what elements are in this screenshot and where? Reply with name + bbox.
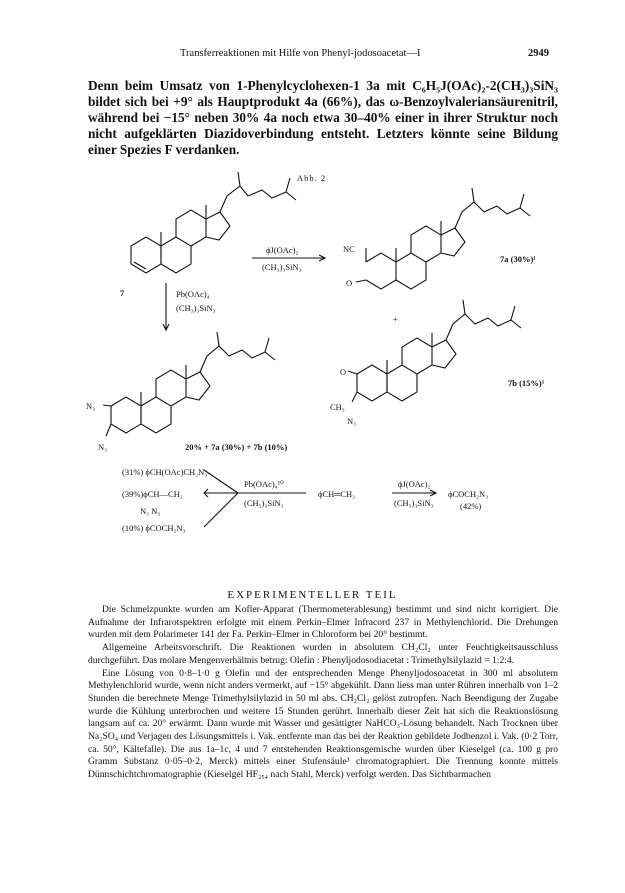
scheme2-reagent-1-bottom: (CH₃)₃SiN₃ (244, 498, 284, 508)
methyl-7b: CH₃ (330, 402, 345, 412)
reagent-top-2: (CH₃)₃SiN₃ (262, 262, 302, 272)
paragraph: Eine Lösung von 0·8–1·0 g Olefin und der entsprechenden Menge Phenyljodosoacetat in 300 ml absolutem Methylenchlorid wurde, wenn nicht anders vermerkt, auf −15° abgekühlt. Dann liess man unter Rühren innerhalb von 1–2 Stunden die berechnete Menge Trimethylsilylazid in 50 ml abs. CH₂Cl₂ gelöst zutropfen. Nach Beendigung der Zugabe wurde die Kühlung unterbrochen und weitere 15 Stunden gerührt. Innerhalb dieser Zeit hat sich die Reaktionslösung langsam auf ca. 20° erwärmt. Dann wurde mit Wasser und gesättigter NaHCO₃-Lösung behandelt. Nach Trocknen über Na₂SO₄ und Verjagen des Lösungsmittels i. Vak. entfernte man das bei der Reaktion gebildete Jodbenzol i. Vak. (0·2 Torr, ca. 50°, Kältefalle). Die aus 1a–1c, 4 und 7 entstehenden Reaktionsgemische wurden über Kieselgel (ca. 100 g pro Gramm Substanz 0·05–0·2, Merck) mittels einer Stufensäule³ chromatographiert. Die Trennung konnte mittels Dünnschichtchromatographie (Kieselgel HF₂₅₄ nach Stahl, Merck) verfolgt werden. Das Sichtbarmachen (88, 667, 558, 781)
paragraph: Allgemeine Arbeitsvorschrift. Die Reaktionen wurden in absolutem CH₂Cl₂ unter Feuchtigkeitsausschluss durchgeführt. Das molare Mengenverhältnis betrug: Olefin : Phenyljodosodiacetat : Trimethylsilylazid = 1:2:4. (88, 642, 558, 666)
section-title: EXPERIMENTELLER TEIL (227, 589, 398, 601)
experimental-text (88, 604, 558, 782)
azide-label-b: N₃ (98, 442, 108, 452)
oxygen-7a: O (346, 278, 353, 288)
intro-paragraph: Denn beim Umsatz von 1-Phenylcyclohexen-1 3a mit C₆H₅J(OAc)₂-2(CH₃)₃SiN₃ bildet sich bei +9° als Hauptprodukt 4a (66%), das ω-Benzoylvaleriansäurenitril, während bei −15° neben 30% 4a noch etwa 30–40% einer in ihrer Struktur noch nicht aufgeklärten Diazidoverbindung entsteht. Letzters könnte seine Bildung einer Spezies F verdanken. (88, 78, 558, 157)
bisazide-steroid-structure (103, 332, 275, 436)
figure-label: Abb. 2 (297, 173, 327, 183)
scheme2-reagent-2-bottom: (CH₃)₃SiN₃ (394, 498, 434, 508)
scheme2-reagent-1-top: Pb(OAc)₄¹⁰ (244, 479, 284, 489)
azide-7b: N₃ (347, 416, 357, 426)
styrene-product-2a: (39%)ϕCH—CH₂ (122, 489, 183, 499)
scheme2-reagent-2-top: ϕJ(OAc)₂ (398, 479, 431, 489)
plus-sign: + (393, 314, 398, 324)
paragraph: Die Schmelzpunkte wurden am Kofler-Apparat (Thermometerablesung) bestimmt und sind nicht korrigiert. Die Aufnahme der Infrarotspektren erfolgte mit einem Perkin–Elmer Infracord 237 in Methylenchlorid. Die Drehungen wurden mit dem Polarimeter 141 der Fa. Perkin–Elmer in Chloroform bei 20° bestimmt. (88, 604, 558, 641)
running-title: Transferreaktionen mit Hilfe von Phenyl-jodosoacetat—I (180, 48, 421, 59)
scheme2-product: ϕCOCH₂N₃ (448, 489, 489, 499)
reagent-top-1: ϕJ(OAc)₂ (266, 245, 299, 255)
scheme2-product-yield: (42%) (460, 501, 482, 511)
compound-7a-label: 7a (30%)¹ (500, 254, 536, 264)
styrene-product-1: (31%) ϕCH(OAc)CH₂N₃ (122, 467, 208, 477)
yields-line: 20% + 7a (30%) + 7b (10%) (185, 442, 288, 452)
page-number: 2949 (528, 48, 549, 59)
nc-label: NC (343, 244, 355, 254)
compound-7-label: 7 (120, 288, 125, 298)
reagent-down-2: (CH₃)₃SiN₃ (176, 303, 216, 313)
azide-label-a: N₃ (86, 401, 96, 411)
styrene-label: ϕCH═CH₂ (318, 489, 356, 499)
reagent-down-1: Pb(OAc)₄ (176, 289, 210, 299)
product-7b-structure (348, 300, 521, 402)
oxygen-7b: O (340, 367, 347, 377)
styrene-product-3: (10%) ϕCOCH₂N₃ (122, 523, 186, 533)
product-7a-structure (356, 188, 530, 289)
compound-7b-label: 7b (15%)¹ (508, 378, 545, 388)
styrene-product-2b: N₃ N₃ (140, 506, 161, 516)
